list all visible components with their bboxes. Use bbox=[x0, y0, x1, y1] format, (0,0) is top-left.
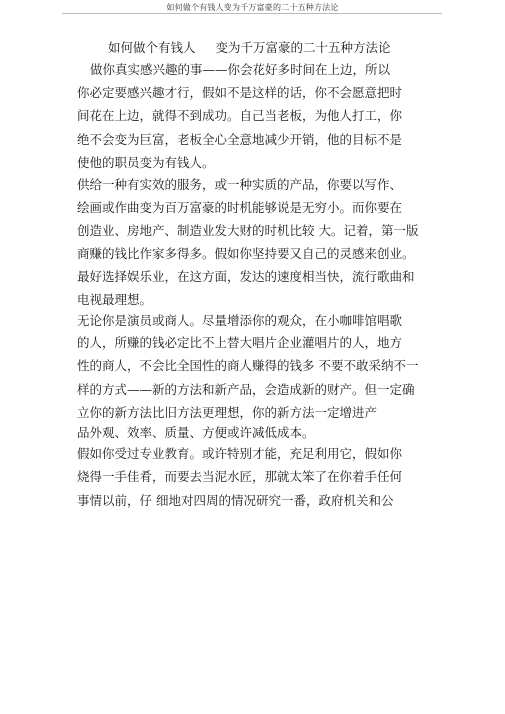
body-line: 间花在上边，就得不到成功。自己当老板，为他人打工，你 bbox=[77, 108, 403, 123]
body-line: 创造业、房地产、制造业发大财的时机比较 大。记着，第一版 bbox=[77, 223, 419, 238]
body-line: 商赚的钱比作家多得多。假如你坚持要又自己的灵感来创业。 bbox=[77, 246, 415, 261]
body-line: 最好选择娱乐业，在这方面，发达的速度相当快，流行歌曲和 bbox=[77, 269, 415, 284]
body-line: 绘画或作曲变为百万富豪的时机能够说是无穷小。而你要在 bbox=[77, 200, 403, 215]
body-line: 无论你是演员或商人。尽量增添你的观众，在小咖啡馆唱歌 bbox=[77, 313, 403, 328]
body-line: 绝不会变为巨富，老板全心全意地减少开销，他的目标不是 bbox=[77, 132, 403, 147]
body-line: 使他的职员变为有钱人。 bbox=[77, 155, 215, 170]
body-line: 烧得一手佳肴，而要去当泥水匠，那就太笨了在你着手任何 bbox=[77, 469, 403, 484]
title-part-1: 如何做个有钱人 bbox=[108, 40, 196, 55]
title-part-2: 变为千万富豪的二十五种方法论 bbox=[215, 40, 391, 55]
page-header: 如何做个有钱人变为千万富豪的二十五种方法论 bbox=[166, 3, 339, 12]
body-line: 的人，所赚的钱必定比不上替大唱片企业灌唱片的人，地方 bbox=[77, 335, 403, 350]
body-line: 电视最理想。 bbox=[77, 292, 153, 307]
body-line: 样的方式——新的方法和新产品，会造成新的财产。但一定确 bbox=[77, 382, 415, 397]
document-title bbox=[108, 38, 391, 56]
body-line: 品外观、效率、质量、方便或许减低成本。 bbox=[77, 425, 315, 440]
body-line: 你必定要感兴趣才行，假如不是这样的话，你不会愿意把时 bbox=[77, 85, 403, 100]
header-divider bbox=[62, 13, 442, 14]
body-line: 供给一种有实效的服务，或一种实质的产品，你要以写作、 bbox=[77, 177, 403, 192]
body-line: 假如你受过专业教育。或许特别才能，充足利用它，假如你 bbox=[77, 446, 403, 461]
body-line: 做你真实感兴趣的事——你会花好多时间在上边，所以 bbox=[90, 62, 391, 77]
body-line: 立你的新方法比旧方法更理想，你的新方法一定增进产 bbox=[77, 405, 378, 420]
body-line: 事情以前，仔 细地对四周的情况研究一番，政府机关和公 bbox=[77, 493, 394, 508]
body-line: 性的商人，不会比全国性的商人赚得的钱多 不要不敢采纳不一 bbox=[77, 358, 419, 373]
